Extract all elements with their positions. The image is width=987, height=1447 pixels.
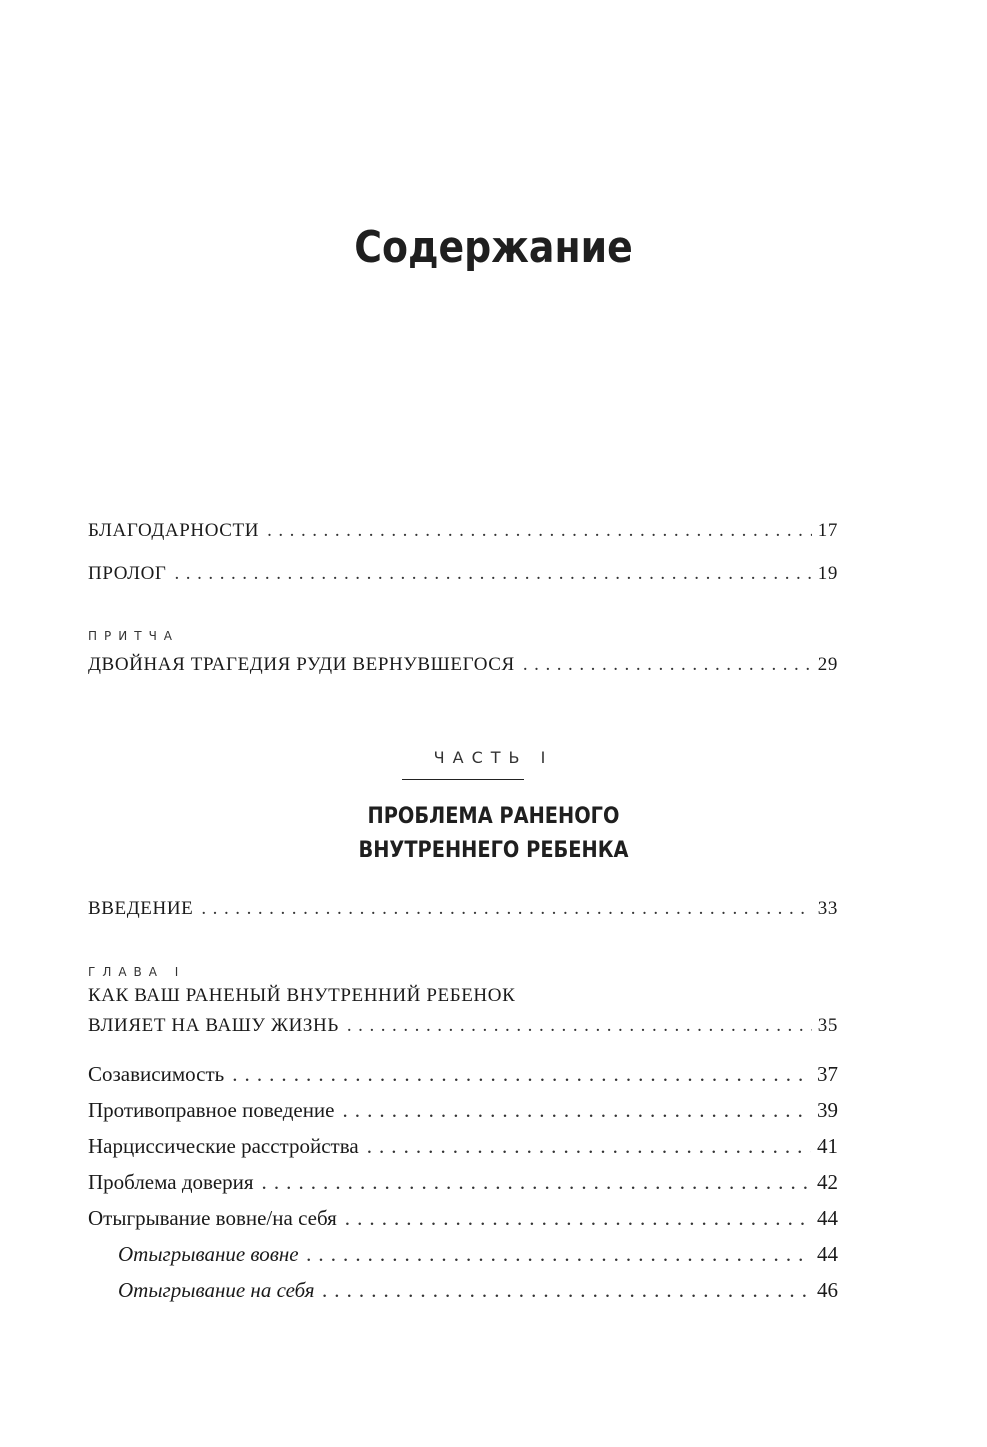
parable-kicker: ПРИТЧА (88, 629, 180, 643)
part-divider (402, 779, 524, 780)
toc-entry-page: 19 (817, 563, 838, 584)
part-title (59, 800, 928, 868)
toc-entry[interactable] (88, 516, 838, 546)
page-title: Содержание (354, 222, 633, 273)
toc-entry-label: ДВОЙНАЯ ТРАГЕДИЯ РУДИ ВЕРНУВШЕГОСЯ (88, 654, 515, 675)
part-label: ЧАСТЬ I (433, 748, 554, 767)
toc-entry-label: Отыгрывание вовне (118, 1242, 299, 1266)
toc-entry-page: 46 (817, 1278, 838, 1302)
dot-leader (267, 516, 812, 546)
toc-section[interactable] (88, 1095, 838, 1125)
toc-section[interactable] (88, 1203, 838, 1233)
toc-entry-intro[interactable] (88, 894, 838, 924)
toc-entry-label: Отыгрывание на себя (118, 1278, 315, 1302)
toc-entry-page: 35 (817, 1015, 838, 1036)
toc-entry-label: Противоправное поведение (88, 1098, 335, 1122)
toc-section[interactable] (88, 1131, 838, 1161)
toc-subsection[interactable] (118, 1239, 838, 1269)
dot-leader (343, 1095, 812, 1125)
dot-leader (232, 1059, 811, 1089)
toc-entry-page: 39 (817, 1098, 838, 1122)
dot-leader (307, 1239, 811, 1269)
toc-entry-label: Нарциссические расстройства (88, 1134, 359, 1158)
toc-entry-label: Проблема доверия (88, 1170, 254, 1194)
dot-leader (323, 1275, 812, 1305)
toc-entry-label: КАК ВАШ РАНЕНЫЙ ВНУТРЕННИЙ РЕБЕНОК (88, 985, 516, 1006)
toc-entry-page: 17 (817, 520, 838, 541)
toc-entry-label: ВЛИЯЕТ НА ВАШУ ЖИЗНЬ (88, 1015, 339, 1036)
toc-subsection[interactable] (118, 1275, 838, 1305)
chapter-kicker: ГЛАВА I (88, 965, 186, 979)
toc-entry-parable[interactable] (88, 650, 838, 680)
toc-entry-page: 41 (817, 1134, 838, 1158)
toc-entry-label: БЛАГОДАРНОСТИ (88, 520, 260, 541)
dot-leader (523, 650, 812, 680)
toc-entry[interactable] (88, 559, 838, 589)
dot-leader (201, 894, 811, 924)
toc-entry-page: 33 (817, 898, 838, 919)
dot-leader (345, 1203, 811, 1233)
toc-entry-label: ПРОЛОГ (88, 563, 167, 584)
dot-leader (262, 1167, 811, 1197)
dot-leader (347, 1011, 812, 1041)
toc-entry-page: 29 (817, 654, 838, 675)
chapter-title-line[interactable] (88, 981, 838, 1011)
toc-entry-page: 44 (817, 1242, 838, 1266)
toc-entry-label: Отыгрывание вовне/на себя (88, 1206, 337, 1230)
toc-entry-page: 37 (817, 1062, 838, 1086)
toc-section[interactable] (88, 1167, 838, 1197)
toc-entry-page: 42 (817, 1170, 838, 1194)
toc-entry-label: Созависимость (88, 1062, 225, 1086)
toc-section[interactable] (88, 1059, 838, 1089)
toc-entry-label: ВВЕДЕНИЕ (88, 898, 194, 919)
part-title-line: ВНУТРЕННЕГО РЕБЕНКА (358, 838, 629, 863)
part-title-line: ПРОБЛЕМА РАНЕНОГО (367, 804, 620, 829)
dot-leader (367, 1131, 811, 1161)
toc-entry-page: 44 (817, 1206, 838, 1230)
toc-entry-chapter[interactable] (88, 1011, 838, 1041)
dot-leader (175, 559, 812, 589)
